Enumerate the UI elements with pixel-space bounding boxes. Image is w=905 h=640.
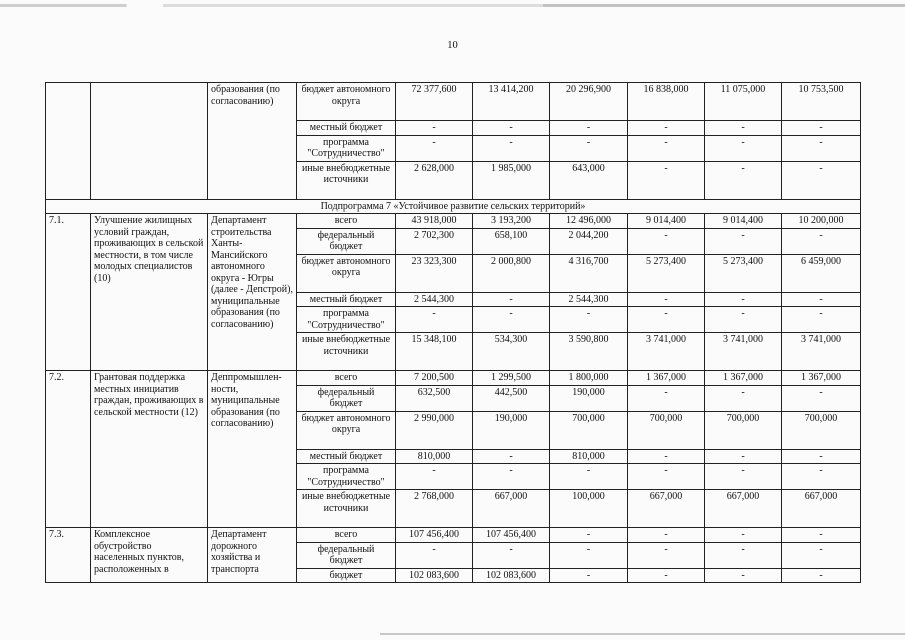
value-cell: 700,000 (550, 411, 628, 449)
funding-source-cell: всего (297, 371, 396, 386)
value-cell: - (550, 135, 628, 161)
value-cell: - (550, 464, 628, 490)
value-cell: 658,100 (473, 228, 550, 254)
value-cell: - (705, 307, 782, 333)
value-cell: 3 193,200 (473, 214, 550, 229)
value-cell: 3 741,000 (705, 333, 782, 371)
executor-cell: Департамент строительства Ханты-Мансийского автономного округа - Югры (далее - Депстрой), муниципальные образования (по согласованию) (208, 214, 297, 371)
value-cell: - (473, 135, 550, 161)
value-cell: 72 377,600 (396, 83, 473, 121)
value-cell: - (396, 307, 473, 333)
value-cell: 810,000 (550, 449, 628, 464)
funding-source-cell: иные внебюджетные источники (297, 333, 396, 371)
value-cell: - (705, 292, 782, 307)
value-cell: - (473, 449, 550, 464)
value-cell: - (628, 292, 705, 307)
value-cell: 12 496,000 (550, 214, 628, 229)
value-cell: 23 323,300 (396, 254, 473, 292)
row-number-cell: 7.1. (46, 214, 91, 371)
value-cell: 2 000,800 (473, 254, 550, 292)
value-cell: 16 838,000 (628, 83, 705, 121)
value-cell: - (550, 568, 628, 583)
value-cell: - (782, 161, 861, 199)
value-cell: 100,000 (550, 490, 628, 528)
value-cell: 107 456,400 (473, 528, 550, 543)
value-cell: 1 367,000 (705, 371, 782, 386)
funding-source-cell: бюджет автономного округа (297, 83, 396, 121)
value-cell: - (396, 464, 473, 490)
value-cell: 700,000 (705, 411, 782, 449)
table-row (46, 83, 861, 121)
value-cell: 4 316,700 (550, 254, 628, 292)
subprogram-title: Подпрограмма 7 «Устойчивое развитие сельских территорий» (46, 199, 861, 214)
subprogram-header-row (46, 199, 861, 214)
value-cell: 102 083,600 (396, 568, 473, 583)
value-cell: - (628, 135, 705, 161)
value-cell: 810,000 (396, 449, 473, 464)
funding-source-cell: местный бюджет (297, 292, 396, 307)
value-cell: 5 273,400 (705, 254, 782, 292)
value-cell: - (705, 449, 782, 464)
value-cell: - (628, 161, 705, 199)
value-cell: - (396, 135, 473, 161)
value-cell: 3 741,000 (782, 333, 861, 371)
value-cell: 11 075,000 (705, 83, 782, 121)
value-cell: - (628, 449, 705, 464)
scan-artifact-bottom (380, 633, 905, 635)
value-cell: - (628, 568, 705, 583)
value-cell: 667,000 (705, 490, 782, 528)
measure-name-cell: Улучшение жилищных условий граждан, проживающих в сельской местности, в том числе молодых специалистов (10) (91, 214, 208, 371)
value-cell: 10 200,000 (782, 214, 861, 229)
executor-cell: образования (по согласованию) (208, 83, 297, 200)
value-cell: - (550, 528, 628, 543)
value-cell: - (550, 542, 628, 568)
row-number-cell (46, 83, 91, 200)
table-row (46, 528, 861, 543)
value-cell: - (705, 228, 782, 254)
value-cell: 20 296,900 (550, 83, 628, 121)
value-cell: 6 459,000 (782, 254, 861, 292)
value-cell: - (396, 121, 473, 136)
value-cell: - (396, 542, 473, 568)
value-cell: - (782, 228, 861, 254)
value-cell: 667,000 (782, 490, 861, 528)
value-cell: 9 014,400 (705, 214, 782, 229)
value-cell: - (782, 449, 861, 464)
value-cell: 667,000 (628, 490, 705, 528)
funding-source-cell: местный бюджет (297, 449, 396, 464)
value-cell: - (628, 542, 705, 568)
value-cell: - (782, 464, 861, 490)
value-cell: 667,000 (473, 490, 550, 528)
value-cell: - (782, 307, 861, 333)
executor-cell: Департамент дорожного хозяйства и транспорта (208, 528, 297, 583)
value-cell: 2 628,000 (396, 161, 473, 199)
value-cell: 1 985,000 (473, 161, 550, 199)
funding-source-cell: федеральный бюджет (297, 542, 396, 568)
value-cell: - (473, 121, 550, 136)
value-cell: - (628, 385, 705, 411)
value-cell: 2 702,300 (396, 228, 473, 254)
value-cell: - (550, 121, 628, 136)
value-cell: 190,000 (550, 385, 628, 411)
budget-table (45, 82, 861, 583)
funding-source-cell: всего (297, 528, 396, 543)
funding-source-cell: бюджет (297, 568, 396, 583)
executor-cell: Деппромышленности, муниципальные образования (по согласованию) (208, 371, 297, 528)
value-cell: - (782, 292, 861, 307)
value-cell: - (705, 542, 782, 568)
value-cell: - (473, 542, 550, 568)
value-cell: - (628, 228, 705, 254)
value-cell: 2 768,000 (396, 490, 473, 528)
funding-source-cell: программа "Сотрудничество" (297, 135, 396, 161)
value-cell: 700,000 (628, 411, 705, 449)
value-cell: 2 544,300 (550, 292, 628, 307)
value-cell: 1 367,000 (782, 371, 861, 386)
value-cell: 632,500 (396, 385, 473, 411)
value-cell: - (628, 464, 705, 490)
value-cell: - (782, 542, 861, 568)
value-cell: - (782, 528, 861, 543)
value-cell: - (782, 121, 861, 136)
value-cell: 3 590,800 (550, 333, 628, 371)
value-cell: - (473, 464, 550, 490)
value-cell: 534,300 (473, 333, 550, 371)
table-row (46, 371, 861, 386)
value-cell: 102 083,600 (473, 568, 550, 583)
value-cell: - (473, 292, 550, 307)
value-cell: 2 990,000 (396, 411, 473, 449)
funding-source-cell: федеральный бюджет (297, 385, 396, 411)
value-cell: - (628, 528, 705, 543)
value-cell: 1 367,000 (628, 371, 705, 386)
value-cell: - (782, 385, 861, 411)
value-cell: 10 753,500 (782, 83, 861, 121)
value-cell: - (628, 121, 705, 136)
page-number: 10 (447, 40, 458, 51)
measure-name-cell: Комплексное обустройство населенных пунктов, расположенных в (91, 528, 208, 583)
funding-source-cell: бюджет автономного округа (297, 254, 396, 292)
funding-source-cell: бюджет автономного округа (297, 411, 396, 449)
value-cell: 107 456,400 (396, 528, 473, 543)
value-cell: - (705, 568, 782, 583)
funding-source-cell: программа "Сотрудничество" (297, 307, 396, 333)
value-cell: - (550, 307, 628, 333)
value-cell: - (705, 121, 782, 136)
value-cell: - (782, 135, 861, 161)
value-cell: 2 044,200 (550, 228, 628, 254)
funding-source-cell: федеральный бюджет (297, 228, 396, 254)
value-cell: - (705, 528, 782, 543)
row-number-cell: 7.3. (46, 528, 91, 583)
value-cell: - (782, 568, 861, 583)
table-row (46, 214, 861, 229)
value-cell: - (705, 464, 782, 490)
funding-source-cell: иные внебюджетные источники (297, 490, 396, 528)
value-cell: 43 918,000 (396, 214, 473, 229)
value-cell: 7 200,500 (396, 371, 473, 386)
value-cell: 5 273,400 (628, 254, 705, 292)
value-cell: 15 348,100 (396, 333, 473, 371)
funding-source-cell: местный бюджет (297, 121, 396, 136)
value-cell: 2 544,300 (396, 292, 473, 307)
value-cell: 13 414,200 (473, 83, 550, 121)
measure-name-cell (91, 83, 208, 200)
funding-source-cell: иные внебюджетные источники (297, 161, 396, 199)
value-cell: 190,000 (473, 411, 550, 449)
value-cell: 1 299,500 (473, 371, 550, 386)
value-cell: 3 741,000 (628, 333, 705, 371)
value-cell: 1 800,000 (550, 371, 628, 386)
value-cell: - (705, 385, 782, 411)
row-number-cell: 7.2. (46, 371, 91, 528)
scan-artifact-top (0, 4, 905, 7)
funding-source-cell: программа "Сотрудничество" (297, 464, 396, 490)
value-cell: 700,000 (782, 411, 861, 449)
value-cell: - (628, 307, 705, 333)
value-cell: - (473, 307, 550, 333)
value-cell: - (705, 161, 782, 199)
value-cell: 442,500 (473, 385, 550, 411)
value-cell: 9 014,400 (628, 214, 705, 229)
value-cell: - (705, 135, 782, 161)
funding-source-cell: всего (297, 214, 396, 229)
measure-name-cell: Грантовая поддержка местных инициатив граждан, проживающих в сельской местности (12) (91, 371, 208, 528)
value-cell: 643,000 (550, 161, 628, 199)
